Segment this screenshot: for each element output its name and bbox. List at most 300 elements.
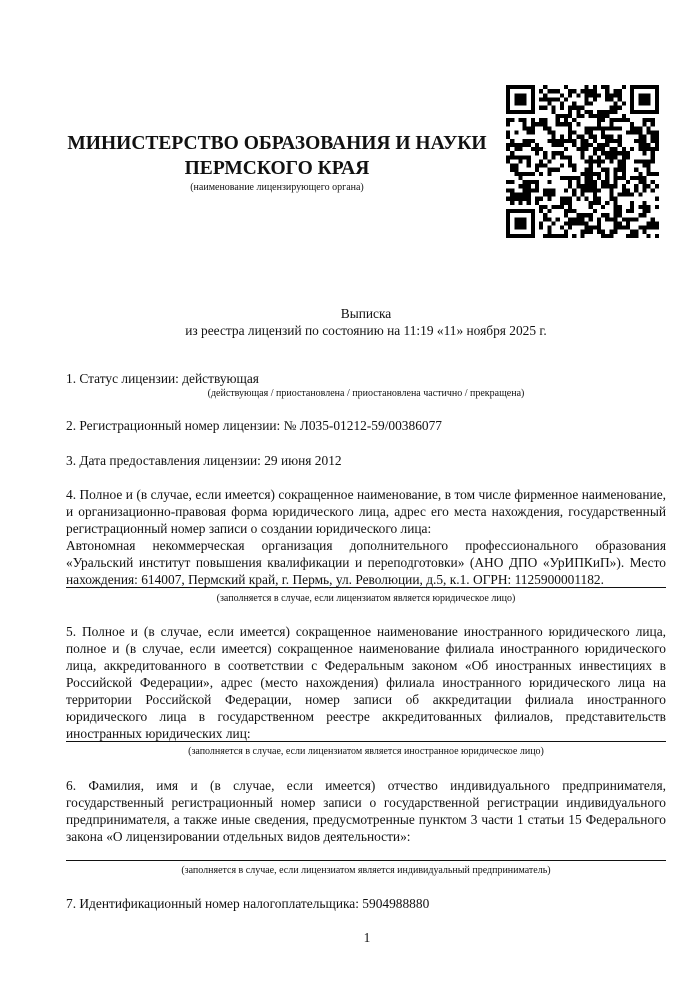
qr-module (580, 217, 584, 221)
qr-module (630, 205, 634, 209)
qr-module (539, 106, 543, 110)
qr-module (560, 143, 564, 147)
qr-module (618, 97, 622, 101)
qr-module (547, 209, 551, 213)
qr-module (576, 213, 580, 217)
qr-module (580, 213, 584, 217)
qr-module (614, 205, 618, 209)
qr-module (527, 164, 531, 168)
qr-module (642, 209, 646, 213)
qr-module (560, 201, 564, 205)
qr-module (547, 234, 551, 238)
qr-module (614, 213, 618, 217)
qr-module (642, 188, 646, 192)
taxpayer-id: 7. Идентификационный номер налогоплательщика: 5904988880 (66, 896, 430, 911)
qr-module (605, 110, 609, 114)
qr-module (518, 110, 522, 114)
qr-module (614, 180, 618, 184)
qr-module (585, 213, 589, 217)
foreign-entity-caption: (заполняется в случае, если лицензиатом является иностранное юридическое лицо) (188, 746, 544, 757)
qr-module (651, 130, 655, 134)
qr-module (576, 176, 580, 180)
qr-module (527, 209, 531, 213)
qr-module (593, 226, 597, 230)
qr-module (609, 122, 613, 126)
qr-module (551, 89, 555, 93)
qr-module (614, 176, 618, 180)
qr-module (609, 217, 613, 221)
qr-module (605, 139, 609, 143)
qr-module (585, 126, 589, 130)
qr-module (601, 151, 605, 155)
qr-module (547, 97, 551, 101)
qr-module (523, 184, 527, 188)
foreign-entity-label: 5. Полное и (в случае, если имеется) сокращенное наименование иностранного юридического лица, полное и (в случае, если имеется) сокращенное наименование филиала иностранного юридического лица, аккредитованного в соответствии с Федеральным законом «Об иностранных инвестициях в Российской Федерации», адрес (место нахождения) филиала иностранного юридического лица на территории Российской Федерации, номер записи об аккредитации филиала иностранного юридического лица в государственном реестре аккредитованных филиалов, представительств иностранных юридических лиц: (66, 624, 666, 741)
qr-module (609, 110, 613, 114)
qr-module (585, 221, 589, 225)
qr-module (601, 184, 605, 188)
qr-module (605, 168, 609, 172)
qr-module (634, 230, 638, 234)
qr-module (605, 89, 609, 93)
qr-module (568, 205, 572, 209)
qr-module (523, 155, 527, 159)
qr-module (630, 126, 634, 130)
qr-module (506, 226, 510, 230)
qr-module (560, 197, 564, 201)
qr-module (527, 172, 531, 176)
qr-module (506, 197, 510, 201)
qr-module (514, 172, 518, 176)
qr-module (651, 159, 655, 163)
qr-module (642, 102, 646, 106)
qr-module (535, 151, 539, 155)
qr-module (560, 106, 564, 110)
qr-module (535, 147, 539, 151)
qr-module (605, 93, 609, 97)
qr-module (510, 193, 514, 197)
qr-module (589, 201, 593, 205)
qr-module (605, 85, 609, 89)
qr-module (576, 93, 580, 97)
qr-module (614, 102, 618, 106)
qr-module (506, 89, 510, 93)
qr-module (576, 197, 580, 201)
qr-module (523, 97, 527, 101)
qr-module (523, 93, 527, 97)
qr-module (601, 234, 605, 238)
qr-module (638, 110, 642, 114)
qr-module (535, 197, 539, 201)
qr-module (647, 143, 651, 147)
qr-module (523, 102, 527, 106)
qr-module (601, 168, 605, 172)
qr-module (527, 155, 531, 159)
qr-module (535, 184, 539, 188)
qr-module (626, 234, 630, 238)
qr-module (589, 184, 593, 188)
qr-module (518, 102, 522, 106)
qr-module (547, 102, 551, 106)
qr-module (609, 97, 613, 101)
qr-module (543, 126, 547, 130)
qr-module (651, 118, 655, 122)
qr-module (568, 139, 572, 143)
qr-module (642, 226, 646, 230)
qr-module (626, 217, 630, 221)
qr-module (523, 217, 527, 221)
qr-module (514, 234, 518, 238)
qr-module (597, 159, 601, 163)
qr-module (647, 164, 651, 168)
qr-module (651, 151, 655, 155)
qr-module (609, 93, 613, 97)
qr-module (630, 89, 634, 93)
qr-module (601, 130, 605, 134)
qr-module (572, 139, 576, 143)
qr-module (655, 205, 659, 209)
qr-module (626, 155, 630, 159)
qr-module (614, 151, 618, 155)
qr-module (580, 106, 584, 110)
qr-module (539, 118, 543, 122)
qr-module (589, 143, 593, 147)
qr-module (547, 168, 551, 172)
qr-module (585, 172, 589, 176)
qr-module (605, 180, 609, 184)
qr-module (523, 226, 527, 230)
qr-module (506, 130, 510, 134)
qr-module (647, 159, 651, 163)
qr-module (593, 85, 597, 89)
qr-module (518, 93, 522, 97)
qr-module (597, 126, 601, 130)
qr-module (527, 188, 531, 192)
qr-module (614, 110, 618, 114)
qr-module (547, 130, 551, 134)
qr-module (564, 234, 568, 238)
qr-module (589, 155, 593, 159)
qr-module (614, 93, 618, 97)
qr-module (580, 139, 584, 143)
qr-module (580, 135, 584, 139)
qr-module (547, 230, 551, 234)
qr-module (572, 234, 576, 238)
qr-module (510, 197, 514, 201)
qr-module (614, 118, 618, 122)
qr-module (585, 197, 589, 201)
qr-module (585, 188, 589, 192)
license-status: 1. Статус лицензии: действующая (66, 371, 259, 386)
qr-module (564, 114, 568, 118)
qr-module (585, 180, 589, 184)
qr-module (556, 151, 560, 155)
qr-module (597, 147, 601, 151)
qr-module (605, 97, 609, 101)
qr-module (622, 172, 626, 176)
qr-module (576, 147, 580, 151)
qr-module (556, 143, 560, 147)
qr-module (626, 118, 630, 122)
qr-module (585, 93, 589, 97)
qr-module (642, 122, 646, 126)
qr-module (651, 217, 655, 221)
qr-module (543, 234, 547, 238)
qr-module (614, 197, 618, 201)
qr-module (618, 159, 622, 163)
qr-module (568, 164, 572, 168)
qr-module (539, 97, 543, 101)
qr-module (568, 126, 572, 130)
qr-module (601, 205, 605, 209)
qr-module (556, 114, 560, 118)
qr-module (506, 93, 510, 97)
qr-module (564, 201, 568, 205)
qr-module (527, 193, 531, 197)
qr-module (614, 221, 618, 225)
qr-module (506, 213, 510, 217)
qr-module (630, 130, 634, 134)
qr-module (597, 176, 601, 180)
qr-module (551, 168, 555, 172)
qr-module (514, 143, 518, 147)
qr-module (589, 164, 593, 168)
qr-module (518, 118, 522, 122)
qr-module (576, 106, 580, 110)
qr-module (618, 176, 622, 180)
qr-module (531, 139, 535, 143)
qr-module (514, 164, 518, 168)
qr-module (609, 188, 613, 192)
qr-module (572, 89, 576, 93)
qr-module (539, 205, 543, 209)
qr-module (647, 221, 651, 225)
qr-module (622, 85, 626, 89)
qr-module (605, 126, 609, 130)
qr-module (556, 205, 560, 209)
qr-module (547, 193, 551, 197)
qr-module (614, 217, 618, 221)
qr-module (547, 172, 551, 176)
qr-module (568, 184, 572, 188)
qr-module (605, 114, 609, 118)
qr-module (527, 126, 531, 130)
qr-module (523, 139, 527, 143)
qr-module (543, 193, 547, 197)
qr-module (605, 217, 609, 221)
qr-module (622, 193, 626, 197)
qr-module (547, 126, 551, 130)
qr-module (642, 164, 646, 168)
license-date: 3. Дата предоставления лицензии: 29 июня 2012 (66, 453, 342, 468)
qr-module (514, 209, 518, 213)
qr-module (651, 147, 655, 151)
qr-module (572, 209, 576, 213)
divider (66, 741, 666, 742)
qr-module (597, 201, 601, 205)
qr-module (626, 226, 630, 230)
qr-module (605, 213, 609, 217)
qr-module (527, 130, 531, 134)
qr-module (568, 155, 572, 159)
qr-module (514, 168, 518, 172)
qr-module (580, 155, 584, 159)
qr-module (560, 234, 564, 238)
qr-module (618, 151, 622, 155)
qr-module (614, 106, 618, 110)
qr-module (630, 93, 634, 97)
qr-module (634, 234, 638, 238)
qr-module (622, 118, 626, 122)
qr-module (622, 168, 626, 172)
qr-module (518, 172, 522, 176)
qr-module (547, 139, 551, 143)
qr-module (556, 118, 560, 122)
qr-module (589, 217, 593, 221)
qr-module (614, 226, 618, 230)
qr-module (564, 213, 568, 217)
qr-module (655, 221, 659, 225)
qr-module (630, 106, 634, 110)
qr-module (539, 197, 543, 201)
qr-module (634, 85, 638, 89)
qr-module (647, 226, 651, 230)
qr-module (614, 126, 618, 130)
divider (66, 587, 666, 588)
qr-module (597, 143, 601, 147)
qr-module (642, 201, 646, 205)
qr-module (531, 102, 535, 106)
qr-module (518, 147, 522, 151)
qr-module (568, 201, 572, 205)
qr-module (576, 110, 580, 114)
qr-module (589, 110, 593, 114)
qr-module (614, 209, 618, 213)
qr-module (622, 114, 626, 118)
qr-module (642, 93, 646, 97)
qr-module (597, 164, 601, 168)
qr-module (556, 217, 560, 221)
qr-module (568, 110, 572, 114)
qr-module (560, 93, 564, 97)
qr-module (589, 93, 593, 97)
qr-module (568, 209, 572, 213)
qr-module (655, 93, 659, 97)
qr-module (618, 93, 622, 97)
qr-module (630, 110, 634, 114)
qr-module (543, 151, 547, 155)
qr-module (560, 114, 564, 118)
qr-module (634, 176, 638, 180)
qr-module (568, 159, 572, 163)
qr-module (564, 155, 568, 159)
qr-module (626, 188, 630, 192)
qr-module (535, 143, 539, 147)
qr-module (510, 155, 514, 159)
qr-module (609, 155, 613, 159)
qr-module (609, 159, 613, 163)
qr-module (618, 168, 622, 172)
qr-module (642, 213, 646, 217)
qr-module (572, 106, 576, 110)
qr-module (589, 126, 593, 130)
qr-module (568, 122, 572, 126)
qr-module (634, 188, 638, 192)
qr-module (593, 139, 597, 143)
qr-module (568, 226, 572, 230)
qr-module (651, 172, 655, 176)
qr-module (518, 197, 522, 201)
qr-module (543, 213, 547, 217)
qr-module (551, 151, 555, 155)
qr-module (638, 226, 642, 230)
qr-module (523, 221, 527, 225)
qr-module (642, 143, 646, 147)
qr-module (638, 130, 642, 134)
qr-module (568, 89, 572, 93)
qr-module (568, 93, 572, 97)
qr-module (597, 118, 601, 122)
qr-module (609, 230, 613, 234)
qr-module (593, 114, 597, 118)
qr-module (527, 197, 531, 201)
qr-module (655, 139, 659, 143)
qr-module (539, 209, 543, 213)
qr-module (547, 226, 551, 230)
qr-module (506, 102, 510, 106)
qr-module (510, 118, 514, 122)
qr-module (622, 226, 626, 230)
qr-module (614, 89, 618, 93)
qr-module (589, 89, 593, 93)
qr-module (622, 164, 626, 168)
qr-module (547, 217, 551, 221)
qr-module (560, 122, 564, 126)
qr-module (576, 217, 580, 221)
qr-module (597, 155, 601, 159)
title-line-2: из реестра лицензий по состоянию на 11:19 «11» ноября 2025 г. (185, 323, 547, 338)
qr-module (572, 168, 576, 172)
qr-module (535, 188, 539, 192)
qr-module (647, 209, 651, 213)
qr-module (539, 172, 543, 176)
qr-module (638, 180, 642, 184)
page-number: 1 (363, 930, 371, 945)
qr-module (585, 184, 589, 188)
qr-module (572, 164, 576, 168)
qr-module (572, 221, 576, 225)
qr-module (589, 213, 593, 217)
qr-module (597, 114, 601, 118)
qr-module (609, 118, 613, 122)
qr-module (626, 209, 630, 213)
qr-module (655, 135, 659, 139)
qr-module (597, 188, 601, 192)
qr-module (556, 139, 560, 143)
qr-module (510, 139, 514, 143)
qr-module (609, 151, 613, 155)
qr-module (568, 114, 572, 118)
qr-module (647, 85, 651, 89)
qr-module (531, 221, 535, 225)
qr-module (618, 126, 622, 130)
qr-module (642, 205, 646, 209)
qr-module (589, 114, 593, 118)
qr-module (514, 221, 518, 225)
qr-module (585, 230, 589, 234)
qr-module (630, 176, 634, 180)
qr-module (601, 230, 605, 234)
